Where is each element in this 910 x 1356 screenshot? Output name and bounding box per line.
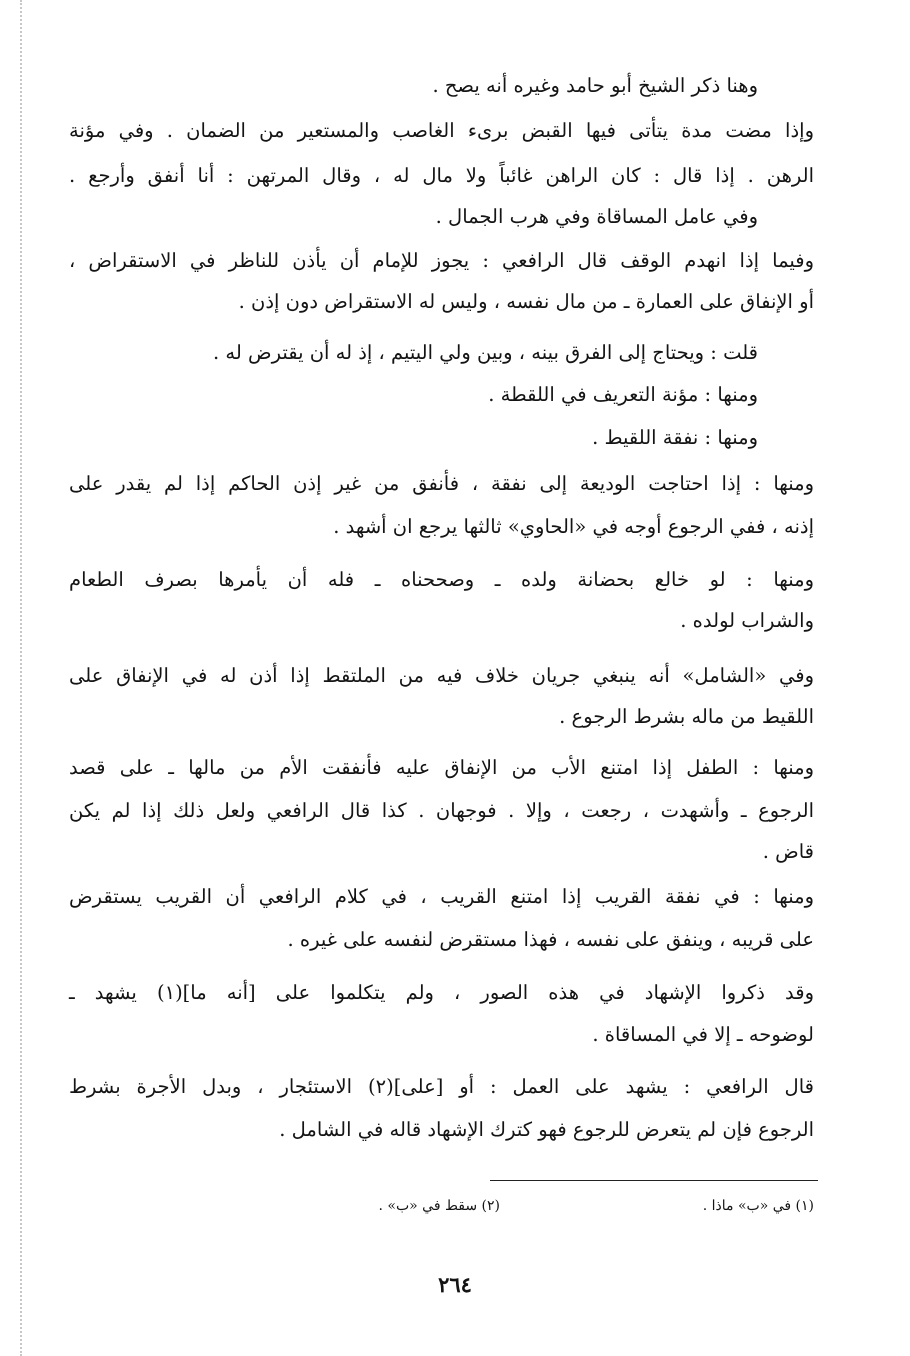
scan-edge-mark xyxy=(20,0,24,1356)
text-line: قال الرافعي : يشهد على العمل : أو [على](٢) الاستئجار ، وبدل الأجرة بشرط xyxy=(69,1075,814,1098)
footnote-divider xyxy=(490,1180,818,1181)
text-line: وإذا مضت مدة يتأتى فيها القبض برىء الغاصب والمستعير من الضمان . وفي مؤنة xyxy=(69,119,814,142)
text-line: وفي عامل المساقاة وفي هرب الجمال . xyxy=(435,205,758,228)
text-line: والشراب لولده . xyxy=(680,609,814,632)
text-line: لوضوحه ـ إلا في المساقاة . xyxy=(592,1023,814,1046)
text-line: قاض . xyxy=(762,840,814,863)
text-line: إذنه ، ففي الرجوع أوجه في «الحاوي» ثالثها يرجع ان أشهد . xyxy=(333,515,814,538)
footnote-1: (١) في «ب» ماذا . xyxy=(702,1198,814,1214)
page-number: ٢٦٤ xyxy=(438,1272,472,1297)
text-line: الرهن . إذا قال : كان الراهن غائباً ولا مال له ، وقال المرتهن : أنا أنفق وأرجع . xyxy=(69,164,814,187)
text-line: وقد ذكروا الإشهاد في هذه الصور ، ولم يتكلموا على [أنه ما](١) يشهد ـ xyxy=(69,981,815,1004)
text-line: ومنها : مؤنة التعريف في اللقطة . xyxy=(488,383,758,406)
text-line: أو الإنفاق على العمارة ـ من مال نفسه ، وليس له الاستقراض دون إذن . xyxy=(238,290,814,313)
text-line: الرجوع ـ وأشهدت ، رجعت ، وإلا . فوجهان . كذا قال الرافعي ولعل ذلك إذا لم يكن xyxy=(69,799,814,822)
text-line: ومنها : إذا احتاجت الوديعة إلى نفقة ، فأنفق من غير إذن الحاكم إذا لم يقدر على xyxy=(69,472,814,495)
text-line: ومنها : لو خالع بحضانة ولده ـ وصححناه ـ فله أن يأمرها بصرف الطعام xyxy=(69,568,814,591)
text-line: على قريبه ، وينفق على نفسه ، فهذا مستقرض لنفسه على غيره . xyxy=(287,928,814,951)
text-line: قلت : ويحتاج إلى الفرق بينه ، وبين ولي اليتيم ، إذ له أن يقترض له . xyxy=(213,341,758,364)
text-line: الرجوع فإن لم يتعرض للرجوع فهو كترك الإشهاد قاله في الشامل . xyxy=(279,1118,814,1141)
footnote-2: (٢) سقط في «ب» . xyxy=(378,1198,500,1214)
text-line: وفيما إذا انهدم الوقف قال الرافعي : يجوز للإمام أن يأذن للناظر في الاستقراض ، xyxy=(69,249,814,272)
text-line: وفي «الشامل» أنه ينبغي جريان خلاف فيه من الملتقط إذا أذن له في الإنفاق على xyxy=(69,664,814,687)
text-line: ومنها : الطفل إذا امتنع الأب من الإنفاق عليه فأنفقت الأم من مالها ـ على قصد xyxy=(69,756,814,779)
text-line: وهنا ذكر الشيخ أبو حامد وغيره أنه يصح . xyxy=(432,74,758,97)
text-line: اللقيط من ماله بشرط الرجوع . xyxy=(559,705,814,728)
text-line: ومنها : في نفقة القريب إذا امتنع القريب ، في كلام الرافعي أن القريب يستقرض xyxy=(69,885,814,908)
text-line: ومنها : نفقة اللقيط . xyxy=(592,426,758,449)
